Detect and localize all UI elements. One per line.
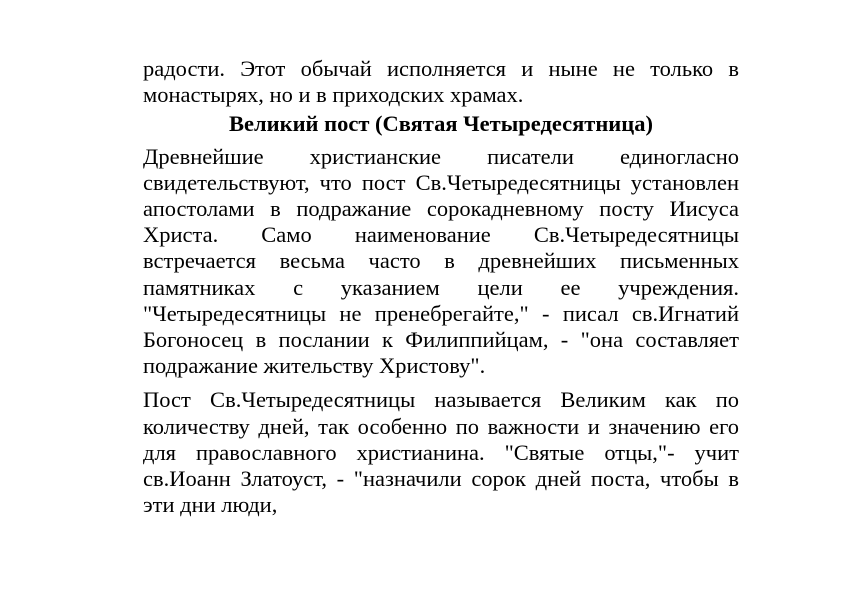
paragraph-origins: Древнейшие христианские писатели единогласно свидетельствуют, что пост Св.Четыредесятницы установлен апостолами в подражание сорокадневному посту Иисуса Христа. Само наименование Св.Четыредесятницы встречается весьма часто в древнейших письменных памятниках с указанием цели ее учреждения. "Четыредесятницы не пренебрегайте," - писал св.Игнатий Богоносец в послании к Филиппийцам, - "она составляет подражание жительству Христову". <box>143 143 739 379</box>
paragraph-significance: Пост Св.Четыредесятницы называется Великим как по количеству дней, так особенно по важности и значению его для православного христианина. "Святые отцы,"- учит св.Иоанн Златоуст, - "назначили сорок дней поста, чтобы в эти дни люди, <box>143 387 739 518</box>
document-page <box>143 56 739 518</box>
section-heading: Великий пост (Святая Четыредесятница) <box>229 111 653 137</box>
paragraph-continuation: радости. Этот обычай исполняется и ныне не только в монастырях, но и в приходских храмах. <box>143 56 739 108</box>
